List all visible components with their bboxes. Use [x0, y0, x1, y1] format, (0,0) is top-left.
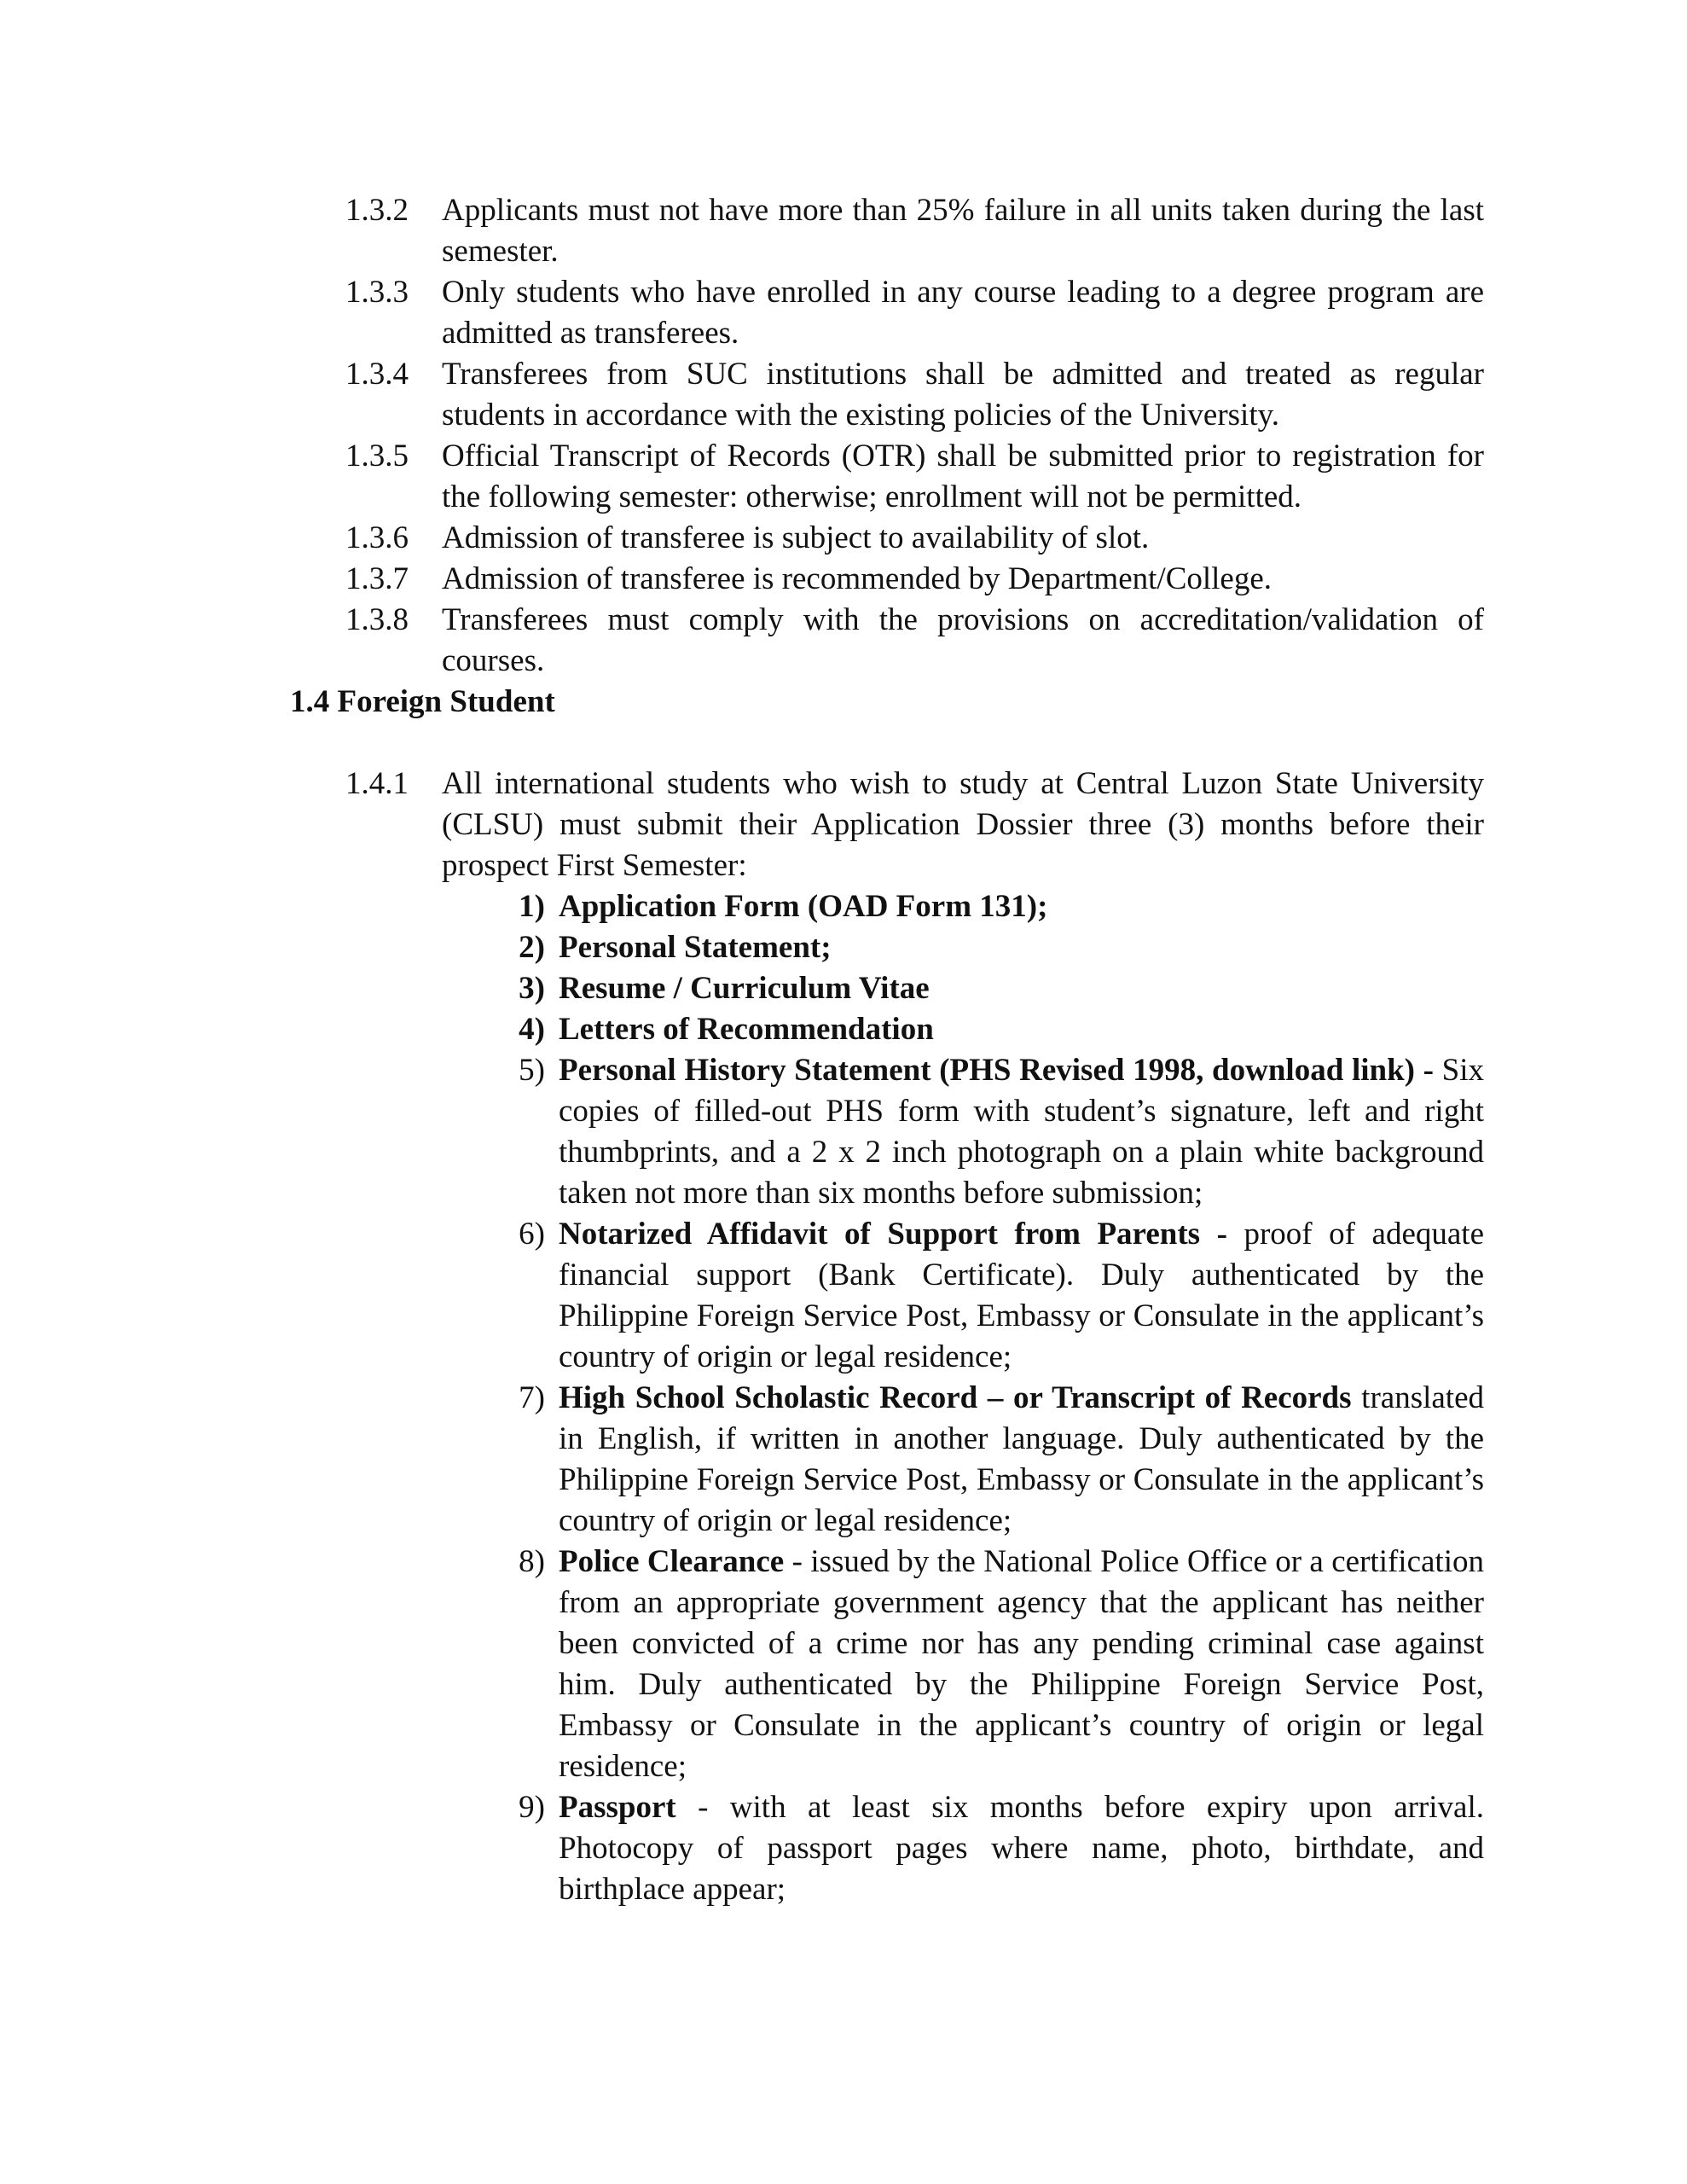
clause-number: 1.3.7 — [345, 561, 409, 596]
list-item-text — [559, 1009, 1484, 1050]
clause-text: Admission of transferee is subject to availability of slot. — [442, 520, 1150, 555]
list-item-text — [559, 1050, 1484, 1214]
list-item-number: 9) — [519, 1790, 545, 1825]
list-item-title: Passport — [559, 1790, 676, 1825]
list-item-text — [559, 1787, 1484, 1910]
clause-1-3-5 — [290, 436, 1484, 518]
list-item-title: Application Form (OAD Form 131); — [559, 889, 1048, 924]
list-item — [496, 1214, 1484, 1378]
clause-number: 1.3.6 — [345, 520, 409, 555]
clause-text: Transferees from SUC institutions shall be admitted and treated as regular students in accordance with the existing policies of the University. — [442, 357, 1484, 433]
list-item — [496, 886, 1484, 927]
list-item-description: - issued by the National Police Office or a certification from an appropriate government agency that the applicant has neither been convicted of a crime nor has any pending criminal case against him. Duly authenticated by the Philippine Foreign Service Post, Embassy or Consulate in the applicant’s country of origin or legal residence; — [559, 1544, 1484, 1784]
list-item — [496, 1378, 1484, 1542]
list-item-title: High School Scholastic Record – or Transcript of Records — [559, 1380, 1352, 1415]
list-item-number: 4) — [519, 1012, 545, 1047]
list-item-number: 6) — [519, 1217, 545, 1252]
clause-1-3-8 — [290, 600, 1484, 682]
list-item-title: Notarized Affidavit of Support from Parents - — [559, 1217, 1227, 1252]
list-item-number: 3) — [519, 971, 545, 1006]
list-item — [496, 1050, 1484, 1214]
list-item — [496, 1787, 1484, 1910]
list-item-number: 8) — [519, 1544, 545, 1579]
clause-1-3-2 — [290, 190, 1484, 272]
list-item-title: Police Clearance — [559, 1544, 785, 1579]
list-item-text — [559, 886, 1484, 927]
clause-number: 1.3.8 — [345, 602, 409, 637]
list-item-text — [559, 927, 1484, 968]
list-item-text — [559, 1378, 1484, 1542]
list-item — [496, 1542, 1484, 1787]
clause-1-3-4 — [290, 354, 1484, 436]
clause-text: Admission of transferee is recommended by Department/College. — [442, 561, 1272, 596]
clause-number: 1.3.2 — [345, 193, 409, 228]
clause-1-3-7 — [290, 559, 1484, 600]
clause-1-3-6 — [290, 518, 1484, 559]
clause-number: 1.3.5 — [345, 439, 409, 473]
list-item-description: proof of adequate financial support (Bank Certificate). Duly authenticated by the Philippine Foreign Service Post, Embassy or Consulate in the applicant’s country of origin or legal residence; — [559, 1217, 1484, 1374]
clause-text: Transferees must comply with the provisions on accreditation/validation of courses. — [442, 602, 1484, 678]
list-item-description: - with at least six months before expiry upon arrival. Photocopy of passport pages where name, photo, birthdate, and birthplace appear; — [559, 1790, 1484, 1907]
list-item-description: Six copies of filled-out PHS form with student’s signature, left and right thumbprints, and a 2 x 2 inch photograph on a plain white background taken not more than six months before submission; — [559, 1053, 1484, 1211]
clause-1-4-1 — [290, 764, 1484, 886]
list-item — [496, 927, 1484, 968]
list-item-number: 5) — [519, 1053, 545, 1088]
section-heading-foreign-student: 1.4 Foreign Student — [290, 684, 555, 719]
clause-text: Official Transcript of Records (OTR) shall be submitted prior to registration for the following semester: otherwise; enrollment will not be permitted. — [442, 439, 1484, 514]
list-item-text — [559, 968, 1484, 1009]
list-item-title: Resume / Curriculum Vitae — [559, 971, 930, 1006]
list-item — [496, 968, 1484, 1009]
list-item-title: Letters of Recommendation — [559, 1012, 934, 1047]
list-item-number: 2) — [519, 930, 545, 965]
list-item — [496, 1009, 1484, 1050]
clause-number: 1.3.3 — [345, 275, 409, 310]
list-item-title: Personal Statement; — [559, 930, 832, 965]
clause-text: All international students who wish to study at Central Luzon State University (CLSU) must submit their Application Dossier three (3) months before their prospect First Semester: — [442, 766, 1484, 883]
clause-1-3-3 — [290, 272, 1484, 354]
clause-text: Only students who have enrolled in any course leading to a degree program are admitted as transferees. — [442, 275, 1484, 351]
document-body — [290, 190, 1484, 1910]
clause-number: 1.4.1 — [345, 766, 409, 801]
list-item-title: Personal History Statement (PHS Revised 1998, download link) - — [559, 1053, 1434, 1088]
clause-text: Applicants must not have more than 25% failure in all units taken during the last semester. — [442, 193, 1484, 269]
list-item-number: 1) — [519, 889, 545, 924]
requirements-list — [496, 886, 1484, 1910]
list-item-description: translated in English, if written in another language. Duly authenticated by the Philippine Foreign Service Post, Embassy or Consulate in the applicant’s country of origin or legal residence; — [559, 1380, 1484, 1538]
list-item-text — [559, 1542, 1484, 1787]
clause-number: 1.3.4 — [345, 357, 409, 392]
list-item-text — [559, 1214, 1484, 1378]
list-item-number: 7) — [519, 1380, 545, 1415]
